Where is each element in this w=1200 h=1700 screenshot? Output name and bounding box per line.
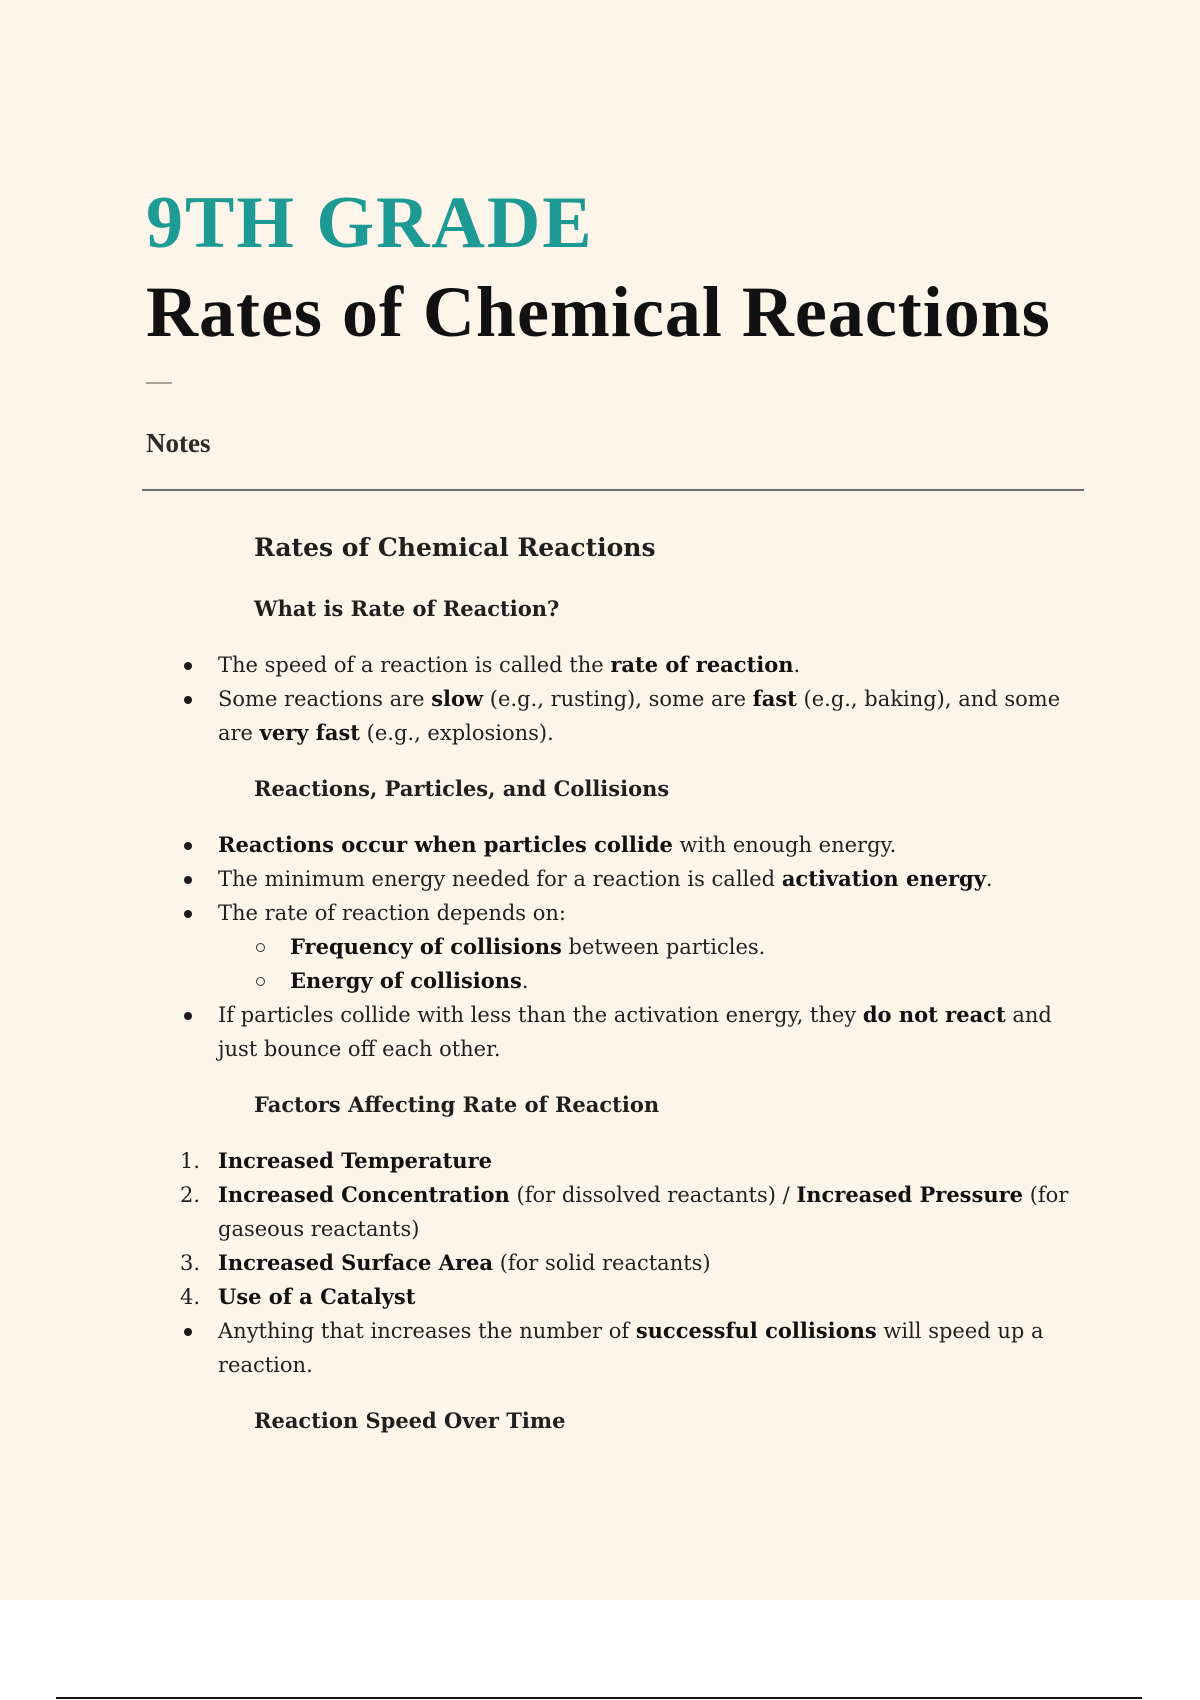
- hollow-bullet-icon: [256, 943, 265, 952]
- sub-list-item: [0, 964, 1200, 998]
- text: .: [521, 969, 529, 993]
- text: between particles.: [561, 935, 766, 959]
- bold-text: Reactions occur when particles collide: [218, 832, 673, 857]
- bullet-icon: [184, 876, 192, 884]
- bullet-list-collisions: [0, 828, 1200, 1066]
- hollow-bullet-icon: [256, 977, 265, 986]
- list-item: [0, 1144, 1200, 1178]
- sub-list-item: [0, 930, 1200, 964]
- content-heading: Rates of Chemical Reactions: [254, 533, 656, 562]
- bold-text: activation energy: [781, 866, 986, 891]
- bullet-icon: [184, 842, 192, 850]
- list-item: [0, 1178, 1200, 1246]
- list-item: [0, 682, 1200, 750]
- text: .: [793, 653, 801, 677]
- bottom-rule: [56, 1697, 1142, 1699]
- bullet-icon: [184, 910, 192, 918]
- notes-content: [0, 528, 1200, 1460]
- bold-text: rate of reaction: [610, 652, 794, 677]
- text: If particles collide with less than the activation energy, they: [218, 1003, 863, 1027]
- bold-text: successful collisions: [635, 1318, 877, 1343]
- bullet-icon: [184, 1012, 192, 1020]
- text: The speed of a reaction is called the: [218, 653, 611, 677]
- bold-text: slow: [431, 686, 484, 711]
- list-item: [0, 828, 1200, 862]
- list-item: [0, 862, 1200, 896]
- text: (e.g., explosions).: [359, 721, 554, 745]
- page-title: Rates of Chemical Reactions: [146, 272, 1051, 352]
- title-dash-divider: [146, 382, 172, 384]
- bold-text: Energy of collisions: [290, 968, 522, 993]
- bold-text: Frequency of collisions: [290, 934, 562, 959]
- text: (for dissolved reactants) /: [509, 1183, 797, 1207]
- text: will speed up a reaction.: [218, 1319, 1044, 1377]
- text: Some reactions are: [218, 687, 432, 711]
- list-item: [0, 896, 1200, 930]
- text: .: [985, 867, 993, 891]
- text: The rate of reaction depends on:: [218, 901, 566, 925]
- list-item: [0, 1314, 1200, 1382]
- text: and just bounce off each other.: [218, 1003, 1052, 1061]
- bullet-icon: [184, 662, 192, 670]
- bold-text: do not react: [862, 1002, 1006, 1027]
- list-item: [0, 648, 1200, 682]
- list-number: 2.: [180, 1183, 201, 1207]
- bullet-icon: [184, 1328, 192, 1336]
- text: (for solid reactants): [493, 1251, 711, 1275]
- notes-label: Notes: [146, 428, 211, 458]
- section-heading-speed-over-time: Reaction Speed Over Time: [254, 1408, 566, 1433]
- text: The minimum energy needed for a reaction is called: [218, 867, 782, 891]
- text: (e.g., baking), and some are: [218, 687, 1061, 745]
- list-number: 3.: [180, 1251, 201, 1275]
- bold-text: Increased Temperature: [218, 1148, 492, 1173]
- list-item: [0, 998, 1200, 1066]
- bold-text: very fast: [259, 720, 360, 745]
- section-heading-collisions: Reactions, Particles, and Collisions: [254, 776, 670, 801]
- bold-text: fast: [752, 686, 797, 711]
- section-heading-factors: Factors Affecting Rate of Reaction: [254, 1092, 660, 1117]
- text: (for gaseous reactants): [218, 1183, 1069, 1241]
- section-heading-rate: What is Rate of Reaction?: [254, 596, 560, 621]
- text: with enough energy.: [672, 833, 897, 857]
- list-number: 1.: [180, 1149, 201, 1173]
- bullet-icon: [184, 696, 192, 704]
- bold-text: Use of a Catalyst: [218, 1284, 416, 1309]
- list-number: 4.: [180, 1285, 201, 1309]
- text: (e.g., rusting), some are: [483, 687, 753, 711]
- bold-text: Increased Concentration: [218, 1182, 510, 1207]
- grade-heading: 9TH GRADE: [146, 182, 594, 264]
- bold-text: Increased Pressure: [796, 1182, 1024, 1207]
- list-item: [0, 1280, 1200, 1314]
- bullet-list-rate: [0, 648, 1200, 750]
- text: Anything that increases the number of: [218, 1319, 636, 1343]
- bold-text: Increased Surface Area: [218, 1250, 494, 1275]
- header-rule: [142, 489, 1084, 491]
- list-item: [0, 1246, 1200, 1280]
- numbered-list-factors: [0, 1144, 1200, 1382]
